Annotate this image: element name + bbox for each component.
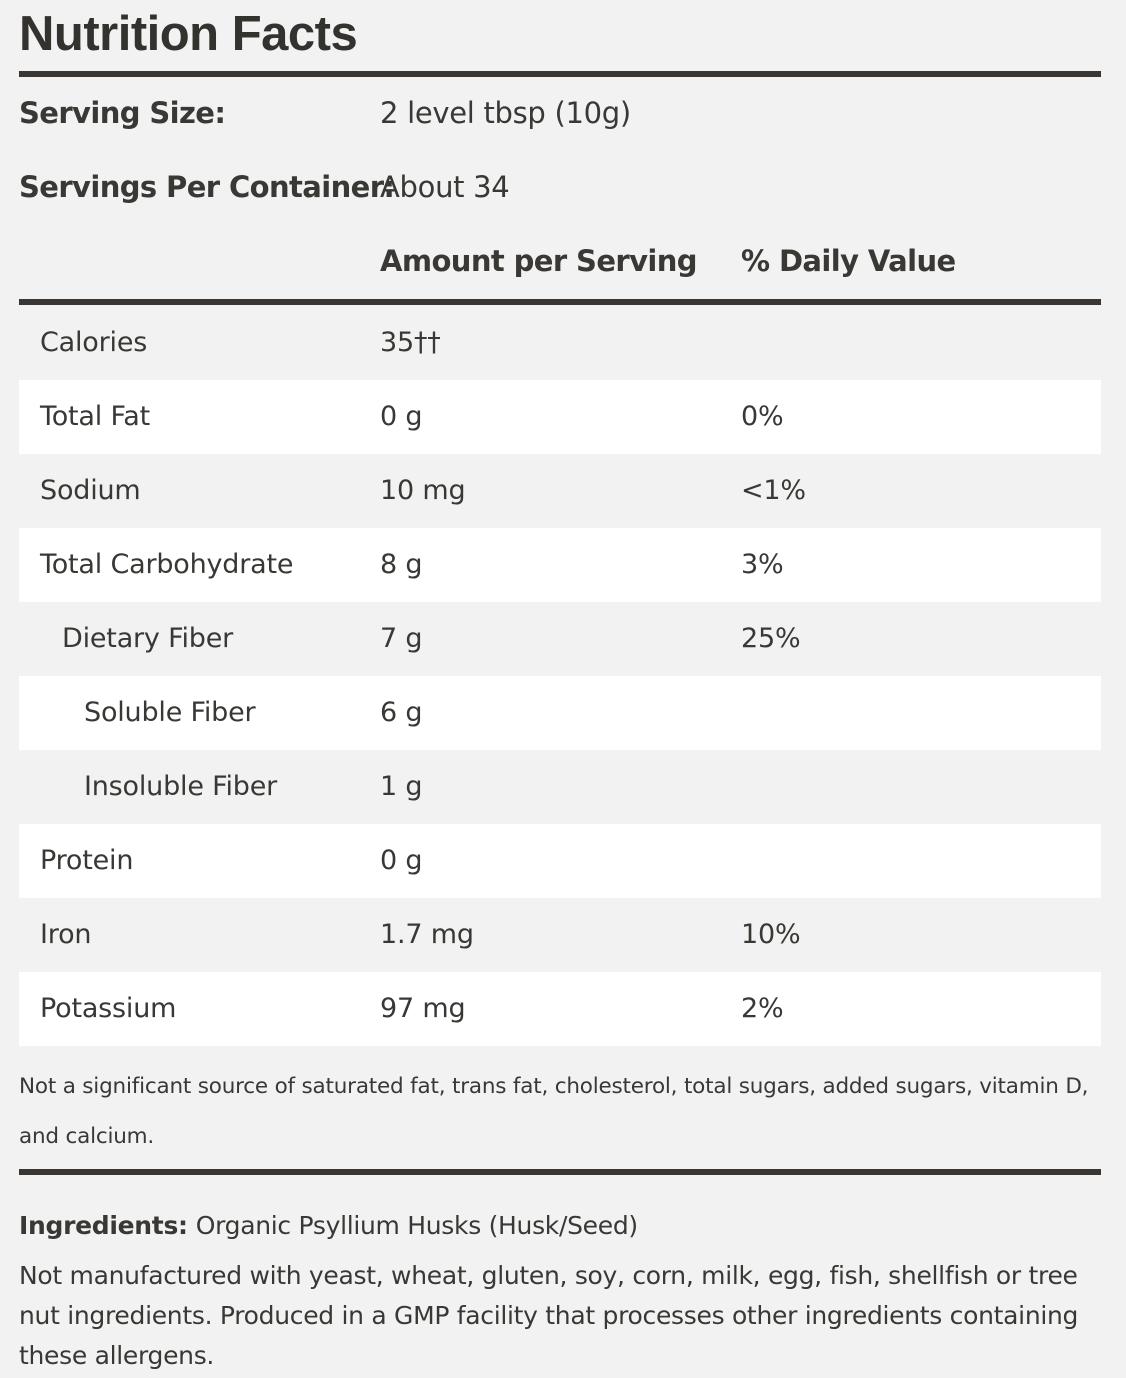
nutrient-row: [19, 528, 1101, 602]
nutrient-name: Potassium: [40, 993, 177, 1024]
servings-per-container-value: About 34: [380, 170, 510, 204]
nutrient-name: Dietary Fiber: [62, 623, 234, 654]
top-divider: [19, 71, 1101, 77]
nutrient-row: [19, 602, 1101, 676]
ingredients-line: [19, 1204, 1109, 1248]
nutrient-daily-value: 0%: [741, 401, 784, 432]
nutrient-row: [19, 454, 1101, 528]
ingredients-value: Organic Psyllium Husks (Husk/Seed): [195, 1211, 638, 1240]
nutrient-amount: 7 g: [380, 623, 423, 654]
nutrient-row: [19, 898, 1101, 972]
nutrient-amount: 35††: [380, 327, 441, 358]
nutrient-daily-value: <1%: [741, 475, 806, 506]
nutrient-name: Sodium: [40, 475, 141, 506]
nutrient-name: Insoluble Fiber: [84, 771, 278, 802]
nutrient-name: Total Fat: [40, 401, 151, 432]
nutrient-name: Iron: [40, 919, 92, 950]
footnote: Not a significant source of saturated fat, trans fat, cholesterol, total sugars, added sugars, vitamin D, and calcium.: [19, 1074, 1089, 1149]
serving-size-value: 2 level tbsp (10g): [380, 96, 631, 130]
nutrient-daily-value: 25%: [741, 623, 801, 654]
nutrient-name: Calories: [40, 327, 148, 358]
nutrient-amount: 1.7 mg: [380, 919, 474, 950]
allergen-statement: Not manufactured with yeast, wheat, gluten, soy, corn, milk, egg, fish, shellfish or tree nut ingredients. Produced in a GMP facility that processes other ingredients containing these allergens.: [19, 1261, 1079, 1370]
amount-column-header: Amount per Serving: [380, 244, 697, 278]
footer-divider: [19, 1169, 1101, 1175]
nutrient-amount: 0 g: [380, 401, 423, 432]
nutrient-row: [19, 750, 1101, 824]
nutrient-name: Protein: [40, 845, 134, 876]
nutrient-daily-value: 3%: [741, 549, 784, 580]
nutrient-amount: 6 g: [380, 697, 423, 728]
nutrient-amount: 1 g: [380, 771, 423, 802]
nutrient-amount: 10 mg: [380, 475, 466, 506]
nutrient-daily-value: 2%: [741, 993, 784, 1024]
nutrient-name: Total Carbohydrate: [40, 549, 294, 580]
header-divider: [19, 299, 1101, 305]
nutrient-name: Soluble Fiber: [84, 697, 256, 728]
nutrient-daily-value: 10%: [741, 919, 801, 950]
serving-size-label: Serving Size:: [19, 96, 226, 130]
nutrient-row: [19, 972, 1101, 1046]
nutrient-row: [19, 676, 1101, 750]
nutrient-row: [19, 380, 1101, 454]
servings-per-container-label: Servings Per Container:: [19, 170, 395, 204]
nutrient-amount: 97 mg: [380, 993, 466, 1024]
nutrient-row: [19, 306, 1101, 380]
nutrient-table: [19, 306, 1101, 1046]
page-title: Nutrition Facts: [19, 7, 358, 61]
nutrient-amount: 0 g: [380, 845, 423, 876]
ingredients-label: Ingredients:: [19, 1211, 188, 1240]
nutrient-amount: 8 g: [380, 549, 423, 580]
daily-value-column-header: % Daily Value: [741, 244, 956, 278]
nutrient-row: [19, 824, 1101, 898]
